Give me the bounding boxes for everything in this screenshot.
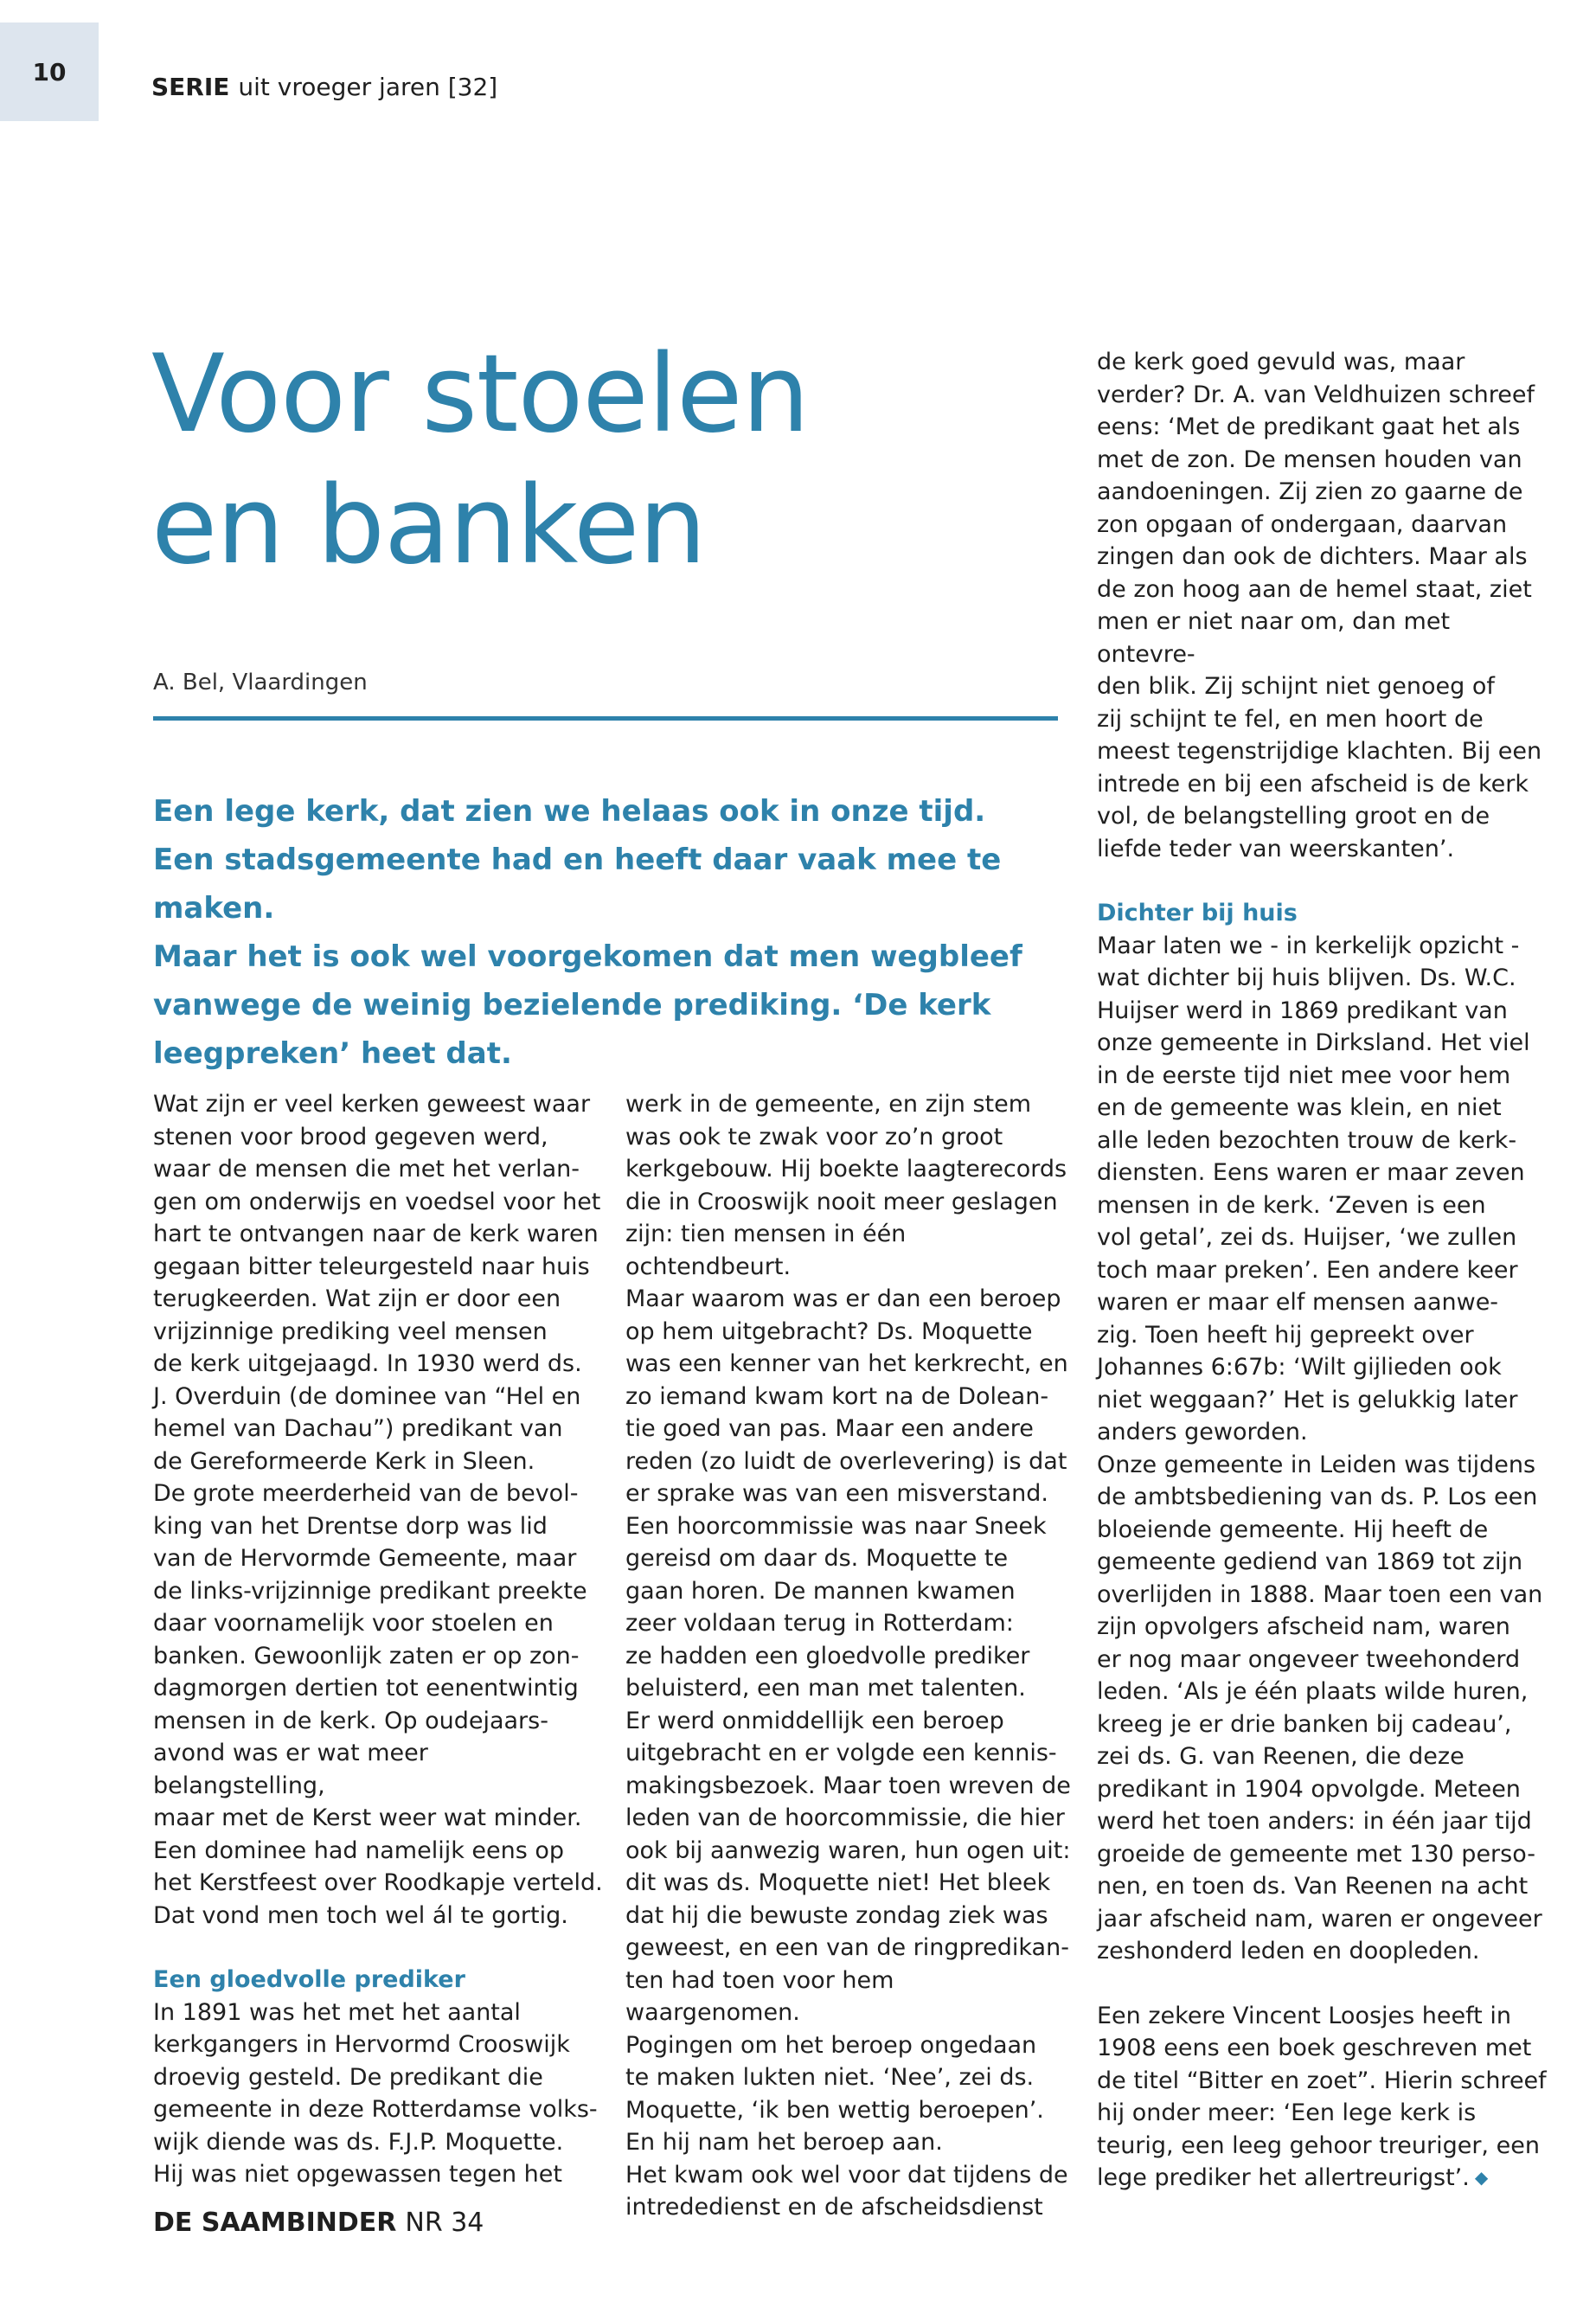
body-paragraph: Wat zijn er veel kerken geweest waar stenen voor brood gegeven werd, waar de mensen die met het verlan- gen om onderwijs en voedsel voor het hart te ontvangen naar de kerk waren gegaan bitter teleurgesteld naar huis terugkeerden. Wat zijn er door een vrijzinnige prediking veel mensen de kerk uitgejaagd. In 1930 werd ds. J. Overduin (de dominee van “Hel en hemel van Dachau”) predikant van de Gereformeerde Kerk in Sleen. De grote meerderheid van de bevol- king van het Drentse dorp was lid van de Hervormde Gemeente, maar de links-vrijzinnige predikant preekte daar voornamelijk voor stoelen en banken. Gewoonlijk zaten er op zon- dagmorgen dertien tot eenentwintig mensen in de kerk. Op oudejaars- avond was er wat meer belangstelling, maar met de Kerst weer wat minder. Een dominee had namelijk eens op het Kerstfeest over Roodkapje verteld. Dat vond men toch wel ál te gortig. [153,1091,603,1929]
title-line-2: en banken [151,464,706,588]
closing-text: Een zekere Vincent Loosjes heeft in 1908 eens een boek geschreven met de titel “Bitter en zoet”. Hierin schreef hij onder meer: ‘Een lege kerk is teurig, een leeg gehoor treuriger, een lege prediker het allertreurigst’. [1097,2002,1547,2191]
author-byline: A. Bel, Vlaardingen [153,670,368,695]
section-label: SERIE [151,73,230,101]
body-paragraph: werk in de gemeente, en zijn stem was ook te zwak voor zo’n groot kerkgebouw. Hij boekte laagterecords die in Crooswijk nooit meer geslagen zijn: tien mensen in één ochtendbeurt. Maar waarom was er dan een beroep op hem uitgebracht? Ds. Moquette was een kenner van het kerkrecht, en zo iemand kwam kort na de Dolean- tie goed van pas. Maar een andere reden (zo luidt de overlevering) is dat er sprake was van een misverstand. Een hoorcommissie was naar Sneek gereisd om daar ds. Moquette te gaan horen. De mannen kwamen zeer voldaan terug in Rotterdam: ze hadden een gloedvolle prediker beluisterd, een man met talenten. Er werd onmiddellijk een beroep uitgebracht en er volgde een kennis- makingsbezoek. Maar toen wreven de leden van de hoorcommissie, die hier ook bij aanwezig waren, hun ogen uit: dit was ds. Moquette niet! Het bleek dat hij die bewuste zondag ziek was geweest, en een van de ringpredikan- ten had toen voor hem waargenomen. Pogingen om het beroep ongedaan te maken lukten niet. ‘Nee’, zei ds. Moquette, ‘ik ben wettig beroepen’. En hij nam het beroep aan. Het kwam ook wel voor dat tijdens de intrededienst en de afscheidsdienst [625,1091,1071,2221]
column-2 [625,1088,1075,2224]
end-diamond-icon: ◆ [1474,2167,1489,2188]
lead-paragraph: Een lege kerk, dat zien we helaas ook in onze tijd. Een stadsgemeente had en heeft daar vaak mee te maken. Maar het is ook wel voorgekomen dat men wegbleef vanwege de weinig bezielende prediking. ‘De kerk leegpreken’ heet dat. [153,794,1022,1071]
column-3 [1097,346,1555,2195]
body-paragraph: In 1891 was het met het aantal kerkgangers in Hervormd Crooswijk droevig gesteld. De predikant die gemeente in deze Rotterdamse volks- wijk diende was ds. F.J.P. Moquette. Hij was niet opgewassen tegen het [153,1998,598,2188]
section-subtitle: uit vroeger jaren [32] [238,73,498,101]
title-line-1: Voor stoelen [151,332,810,457]
section-header [151,73,497,101]
page-footer [153,2208,484,2238]
closing-paragraph [1097,2000,1555,2195]
magazine-name: DE SAAMBINDER [153,2208,397,2238]
subheading: Een gloedvolle prediker [153,1966,465,1993]
subheading: Dichter bij huis [1097,900,1298,926]
title-divider [153,716,1058,721]
article-title [151,329,1016,592]
body-paragraph: de kerk goed gevuld was, maar verder? Dr. A. van Veldhuizen schreef eens: ‘Met de predikant gaat het als met de zon. De mensen houden van aandoeningen. Zij zien zo gaarne de zon opgaan of ondergaan, daarvan zingen dan ook de dichters. Maar als de zon hoog aan de hemel staat, ziet men er niet naar om, dan met ontevre- den blik. Zij schijnt niet genoeg of zij schijnt te fel, en men hoort de meest tegenstrijdige klachten. Bij een intrede en bij een afscheid is de kerk vol, de belangstelling groot en de liefde teder van weerskanten’. [1097,349,1542,862]
issue-number: NR 34 [405,2208,484,2238]
page-number: 10 [0,22,99,121]
column-1 [153,1088,603,2191]
body-paragraph: Maar laten we - in kerkelijk opzicht - wat dichter bij huis blijven. Ds. W.C. Huijser werd in 1869 predikant van onze gemeente in Dirksland. Het viel in de eerste tijd niet mee voor hem en de gemeente was klein, en niet alle leden bezochten trouw de kerk- diensten. Eens waren er maar zeven mensen in de kerk. ‘Zeven is een vol getal’, zei ds. Huijser, ‘we zullen toch maar preken’. Een andere keer waren er maar elf mensen aanwe- zig. Toen heeft hij gepreekt over Johannes 6:67b: ‘Wilt gijlieden ook niet weggaan?’ Het is gelukkig later anders geworden. Onze gemeente in Leiden was tijdens de ambtsbediening van ds. P. Los een bloeiende gemeente. Hij heeft de gemeente gediend van 1869 tot zijn overlijden in 1888. Maar toen een van zijn opvolgers afscheid nam, waren er nog maar ongeveer tweehonderd leden. ‘Als je één plaats wilde huren, kreeg je er drie banken bij cadeau’, zei ds. G. van Reenen, die deze predikant in 1904 opvolgde. Meteen werd het toen anders: in één jaar tijd groeide de gemeente met 130 perso- nen, en toen ds. Van Reenen na acht jaar afscheid nam, waren er ongeveer zeshonderd leden en doopleden. [1097,932,1543,1965]
